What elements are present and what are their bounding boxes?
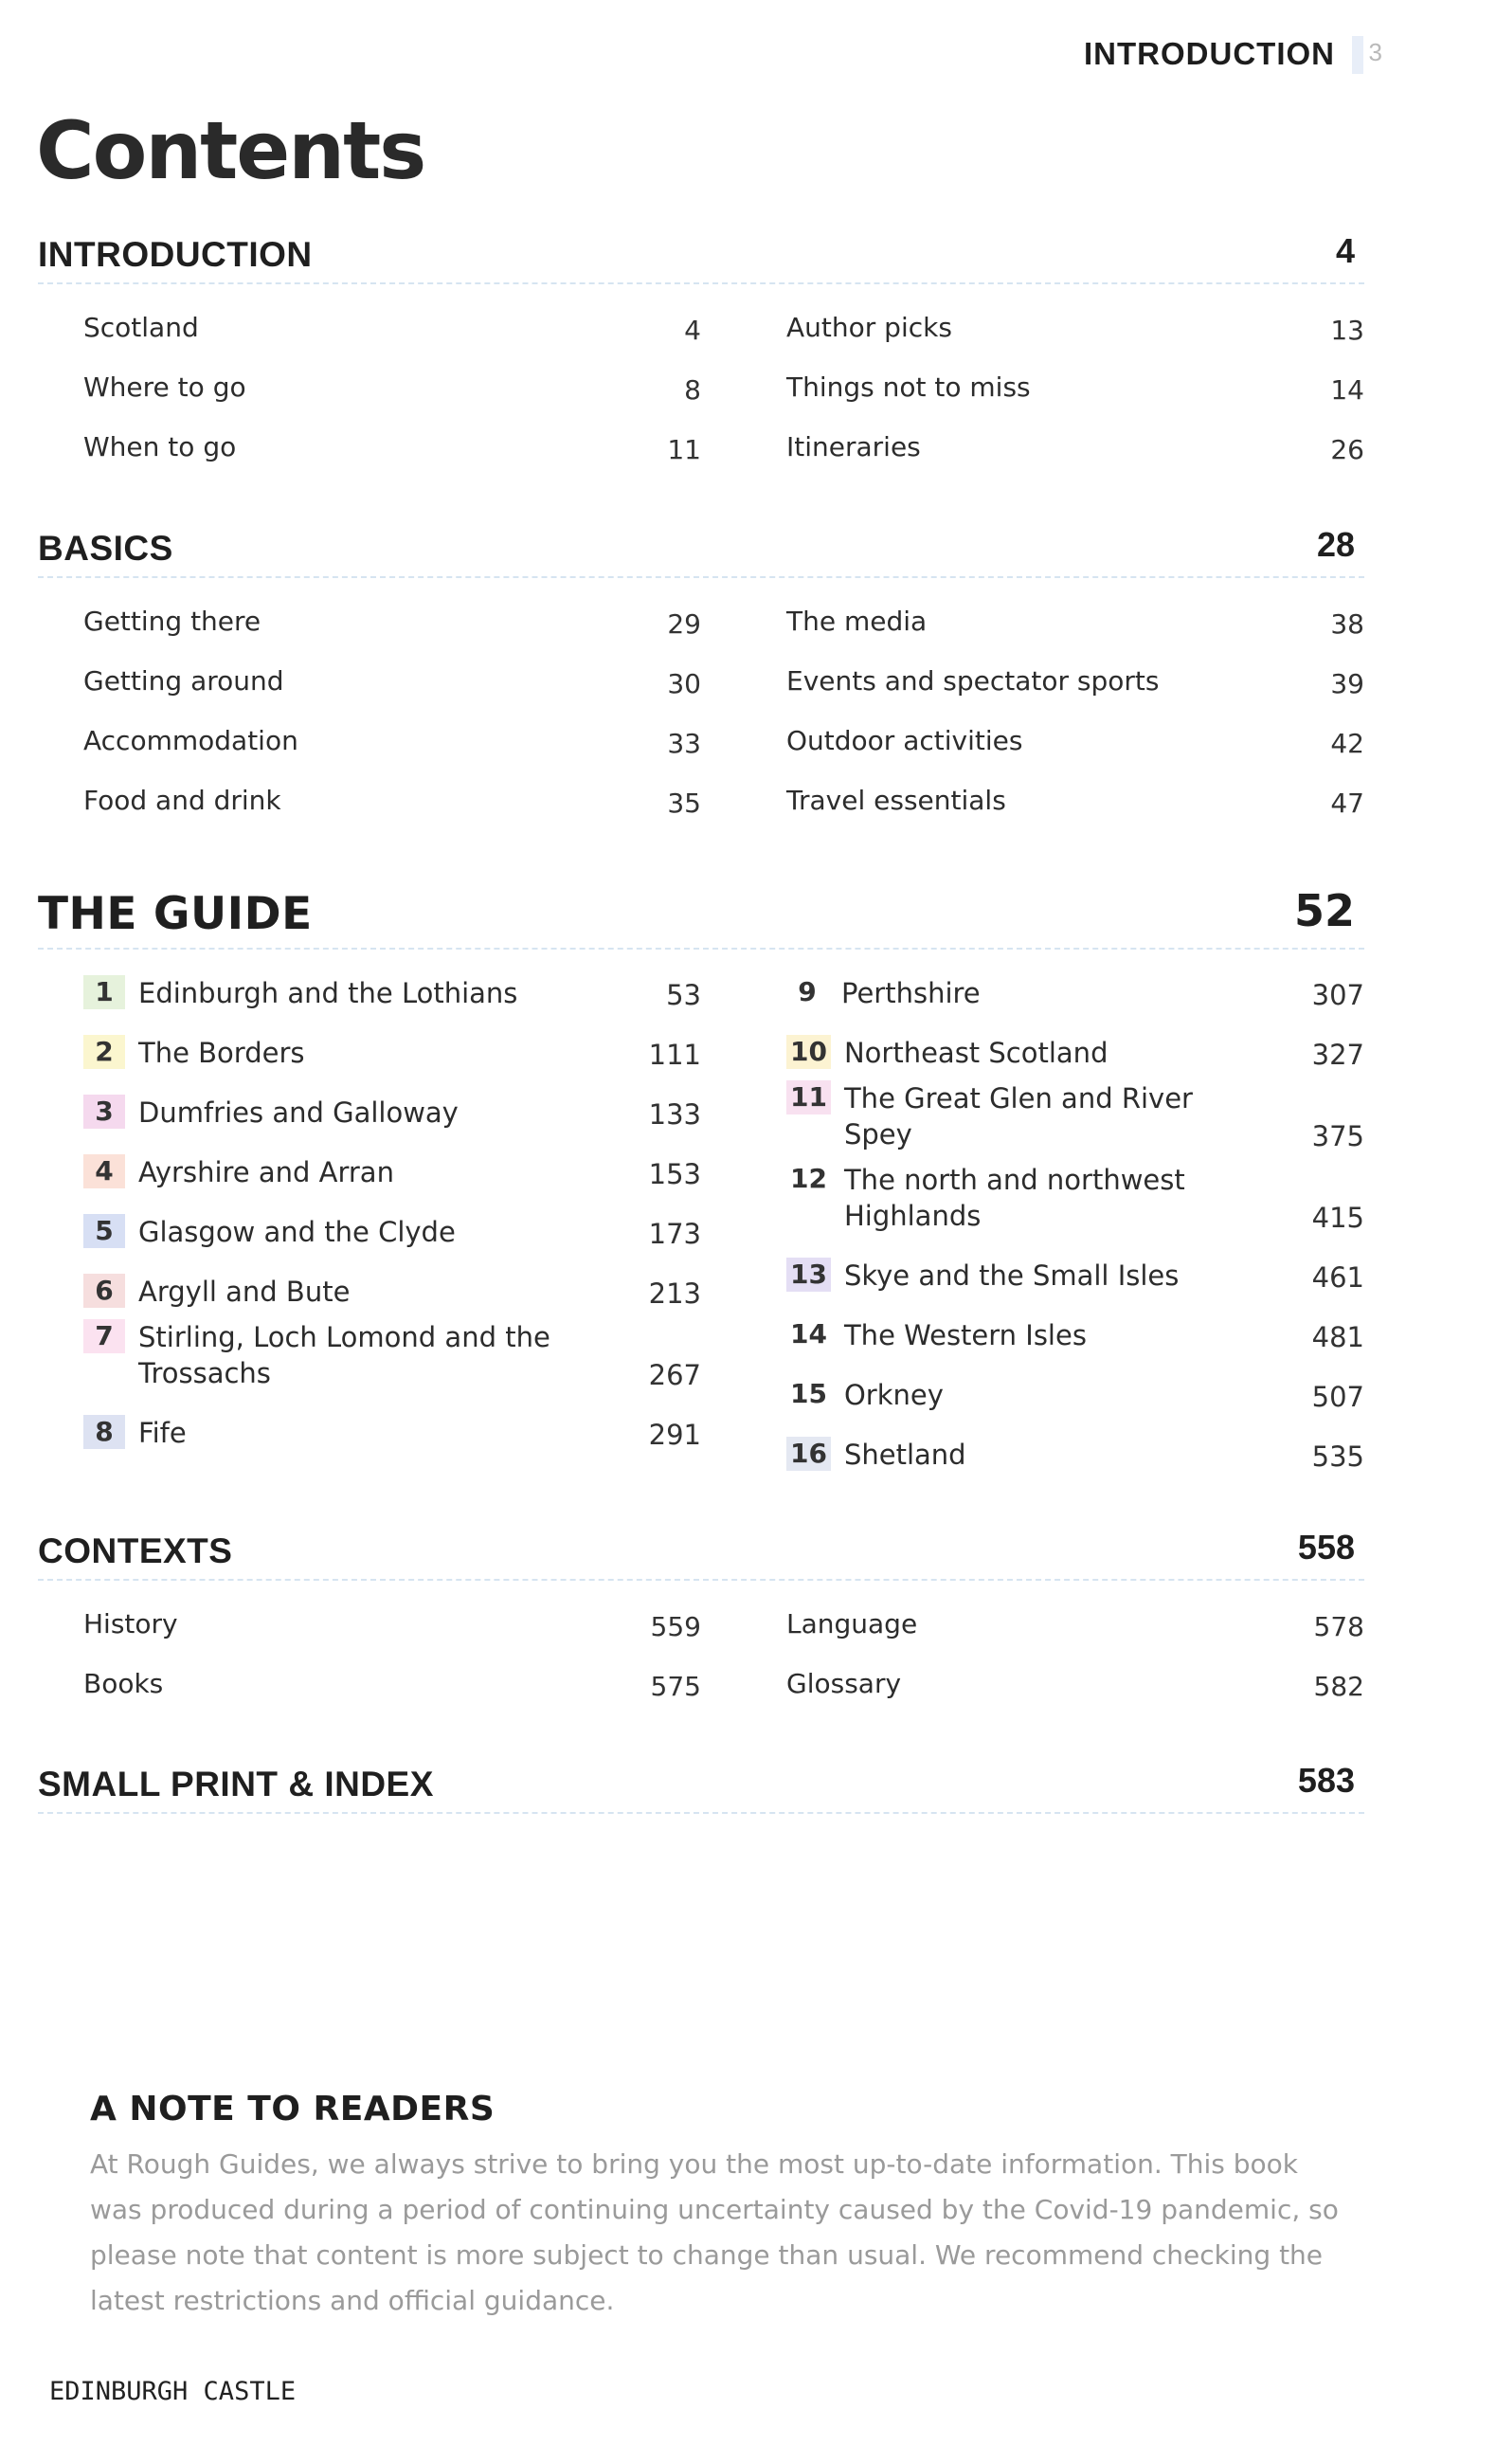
- toc-entry: [786, 649, 1364, 709]
- entry-page: 4: [684, 315, 701, 346]
- entry-page: 559: [650, 1611, 701, 1642]
- toc-entry: [786, 769, 1364, 828]
- section-introduction: [38, 224, 1364, 475]
- running-head: INTRODUCTION: [1084, 36, 1335, 71]
- section-small-print: [38, 1753, 1364, 1814]
- chapter-label-group: [83, 1035, 597, 1071]
- chapter-number: 15: [786, 1377, 831, 1411]
- photo-caption: EDINBURGH CASTLE: [49, 2377, 297, 2406]
- chapter-label-group: [786, 1437, 1260, 1473]
- section-title: SMALL PRINT & INDEX: [38, 1765, 434, 1803]
- chapter-title: Stirling, Loch Lomond and the Trossachs: [138, 1321, 550, 1389]
- page-title: Contents: [36, 104, 425, 197]
- entry-label: Food and drink: [83, 785, 281, 816]
- chapter-entry: [786, 1243, 1364, 1303]
- note-title: A NOTE TO READERS: [90, 2090, 496, 2129]
- entry-label: Scotland: [83, 312, 199, 343]
- toc-entry: [83, 709, 701, 769]
- entry-page: 578: [1313, 1611, 1364, 1642]
- chapter-entry: [83, 1021, 701, 1080]
- chapter-number: 8: [83, 1415, 125, 1449]
- chapter-label-group: [786, 1317, 1260, 1353]
- entries-right: [701, 296, 1364, 475]
- chapter-label-group: [786, 1080, 1260, 1152]
- entry-label: Itineraries: [786, 431, 921, 462]
- chapter-number: 7: [83, 1319, 125, 1353]
- toc-entry: [786, 296, 1364, 355]
- entry-label: Glossary: [786, 1668, 902, 1699]
- entry-label: Accommodation: [83, 725, 298, 756]
- chapter-label-group: [83, 1415, 597, 1451]
- chapter-title: The Western Isles: [843, 1319, 1087, 1351]
- entry-label: Language: [786, 1608, 918, 1640]
- chapter-number: 13: [786, 1258, 831, 1292]
- entries-left: [38, 1592, 701, 1712]
- chapter-label-group: [83, 1319, 597, 1391]
- toc-entry: [786, 589, 1364, 649]
- entry-page: 29: [667, 608, 701, 640]
- chapter-entry: [83, 1319, 701, 1401]
- chapter-title: The north and northwest Highlands: [843, 1164, 1185, 1232]
- entry-page: 461: [1311, 1261, 1364, 1294]
- section-header: [38, 1753, 1364, 1814]
- entry-page: 26: [1330, 434, 1364, 465]
- chapter-number: 4: [83, 1154, 125, 1188]
- chapter-entry: [786, 1303, 1364, 1363]
- toc-entry: [83, 1652, 701, 1712]
- entry-page: 11: [667, 434, 701, 465]
- section-title: THE GUIDE: [38, 888, 313, 940]
- entry-page: 35: [667, 788, 701, 819]
- toc-entry: [83, 1592, 701, 1652]
- chapter-entry: [83, 961, 701, 1021]
- entry-page: 30: [667, 668, 701, 699]
- entry-label: Events and spectator sports: [786, 665, 1160, 697]
- chapter-title: Argyll and Bute: [138, 1276, 351, 1308]
- entry-page: 267: [648, 1359, 701, 1391]
- chapter-number: 1: [83, 975, 125, 1009]
- entry-label: History: [83, 1608, 178, 1640]
- section-title: CONTEXTS: [38, 1531, 233, 1570]
- chapter-label-group: [83, 1095, 597, 1131]
- toc-entry: [83, 769, 701, 828]
- chapter-number: 14: [786, 1317, 831, 1351]
- entry-page: 307: [1311, 979, 1364, 1011]
- chapter-title: Edinburgh and the Lothians: [138, 977, 518, 1009]
- entry-label: Getting there: [83, 606, 261, 637]
- chapter-entry: [786, 1363, 1364, 1422]
- entry-label: Books: [83, 1668, 164, 1699]
- chapter-title: Dumfries and Galloway: [138, 1096, 459, 1129]
- section-title: BASICS: [38, 529, 173, 568]
- entry-page: 481: [1311, 1321, 1364, 1353]
- chapter-label-group: [786, 1162, 1260, 1234]
- chapters-right: [701, 961, 1364, 1482]
- chapter-title: Glasgow and the Clyde: [138, 1216, 456, 1248]
- chapter-label-group: [83, 1214, 597, 1250]
- chapter-title: The Great Glen and River Spey: [843, 1082, 1193, 1150]
- entry-label: Author picks: [786, 312, 952, 343]
- entry-page: 111: [648, 1039, 701, 1071]
- chapter-title: Perthshire: [841, 977, 981, 1009]
- chapter-title: Orkney: [843, 1379, 944, 1411]
- entry-page: 42: [1330, 728, 1364, 759]
- toc-entry: [83, 296, 701, 355]
- chapter-number: 6: [83, 1274, 125, 1308]
- entry-page: 39: [1330, 668, 1364, 699]
- entry-page: 47: [1330, 788, 1364, 819]
- toc-entry: [83, 649, 701, 709]
- chapter-number: 2: [83, 1035, 125, 1069]
- page-number: 3: [1368, 38, 1382, 66]
- entries-right: [701, 1592, 1364, 1712]
- section-page: 558: [1297, 1528, 1355, 1567]
- chapter-label-group: [83, 1154, 597, 1190]
- toc-entry: [83, 415, 701, 475]
- chapter-entry: [83, 1401, 701, 1460]
- chapter-label-group: [786, 1377, 1260, 1413]
- toc-entry: [786, 1652, 1364, 1712]
- entry-page: 38: [1330, 608, 1364, 640]
- chapter-number: 11: [786, 1080, 831, 1114]
- chapter-title: Northeast Scotland: [843, 1037, 1108, 1069]
- chapter-number: 5: [83, 1214, 125, 1248]
- entry-page: 327: [1311, 1039, 1364, 1071]
- toc-entry: [83, 355, 701, 415]
- chapter-entry: [786, 961, 1364, 1021]
- entries-right: [701, 589, 1364, 828]
- entry-label: The media: [786, 606, 928, 637]
- chapter-entry: [786, 1080, 1364, 1162]
- chapter-label-group: [786, 1035, 1260, 1071]
- chapter-title: Fife: [138, 1417, 187, 1449]
- section-page: 4: [1335, 231, 1355, 270]
- chapter-title: The Borders: [138, 1037, 305, 1069]
- chapter-entry: [786, 1422, 1364, 1482]
- section-page: 583: [1297, 1761, 1355, 1800]
- chapter-number: 9: [786, 975, 828, 1009]
- chapter-entry: [786, 1162, 1364, 1243]
- toc-entry: [786, 709, 1364, 769]
- chapter-title: Ayrshire and Arran: [138, 1156, 394, 1188]
- chapter-entry: [83, 1080, 701, 1140]
- entry-page: 8: [684, 374, 701, 406]
- note-body: At Rough Guides, we always strive to bring you the most up-to-date information. This book was produced during a period of continuing uncertainty caused by the Covid-19 pandemic, so please note that content is more subject to change than usual. We recommend checking the latest restrictions and official guidance.: [90, 2148, 1339, 2316]
- chapter-label-group: [786, 1258, 1260, 1294]
- entry-page: 575: [650, 1671, 701, 1702]
- chapter-entry: [83, 1140, 701, 1200]
- chapter-number: 3: [83, 1095, 125, 1129]
- chapter-label-group: [83, 975, 597, 1011]
- entry-label: Where to go: [83, 371, 246, 403]
- entry-label: Travel essentials: [786, 785, 1006, 816]
- entry-page: 507: [1311, 1381, 1364, 1413]
- chapter-title: Shetland: [843, 1439, 966, 1471]
- section-header: [38, 872, 1364, 950]
- section-title: INTRODUCTION: [38, 235, 313, 274]
- toc-entry: [786, 1592, 1364, 1652]
- chapter-entry: [83, 1259, 701, 1319]
- entry-page: 13: [1330, 315, 1364, 346]
- entry-label: Things not to miss: [786, 371, 1031, 403]
- entries-left: [38, 296, 701, 475]
- section-header: [38, 224, 1364, 284]
- toc-entry: [786, 355, 1364, 415]
- chapter-number: 16: [786, 1437, 831, 1471]
- toc-entry: [786, 415, 1364, 475]
- chapter-number: 10: [786, 1035, 831, 1069]
- chapter-number: 12: [786, 1162, 831, 1196]
- section-page: 52: [1293, 885, 1355, 936]
- entry-page: 415: [1311, 1202, 1364, 1234]
- section-basics: [38, 517, 1364, 828]
- chapter-title: Skye and the Small Isles: [843, 1259, 1180, 1292]
- chapter-entry: [83, 1200, 701, 1259]
- chapter-label-group: [786, 975, 1260, 1011]
- entry-page: 213: [648, 1277, 701, 1310]
- chapter-entry: [786, 1021, 1364, 1080]
- entry-label: Getting around: [83, 665, 284, 697]
- entry-page: 53: [666, 979, 701, 1011]
- section-contexts: [38, 1520, 1364, 1712]
- entry-label: Outdoor activities: [786, 725, 1023, 756]
- entry-page: 291: [648, 1419, 701, 1451]
- section-header: [38, 517, 1364, 578]
- entries-left: [38, 589, 701, 828]
- entry-page: 33: [667, 728, 701, 759]
- section-header: [38, 1520, 1364, 1581]
- section-page: 28: [1316, 525, 1355, 564]
- entry-page: 133: [648, 1098, 701, 1131]
- entry-page: 153: [648, 1158, 701, 1190]
- entry-page: 535: [1311, 1440, 1364, 1473]
- toc-entry: [83, 589, 701, 649]
- entry-page: 14: [1330, 374, 1364, 406]
- note-to-readers: [38, 2038, 1364, 2316]
- entry-label: When to go: [83, 431, 237, 462]
- entry-page: 582: [1313, 1671, 1364, 1702]
- entry-page: 375: [1311, 1120, 1364, 1152]
- entry-page: 173: [648, 1218, 701, 1250]
- chapters-left: [38, 961, 701, 1482]
- chapter-label-group: [83, 1274, 597, 1310]
- section-guide: [38, 872, 1364, 1482]
